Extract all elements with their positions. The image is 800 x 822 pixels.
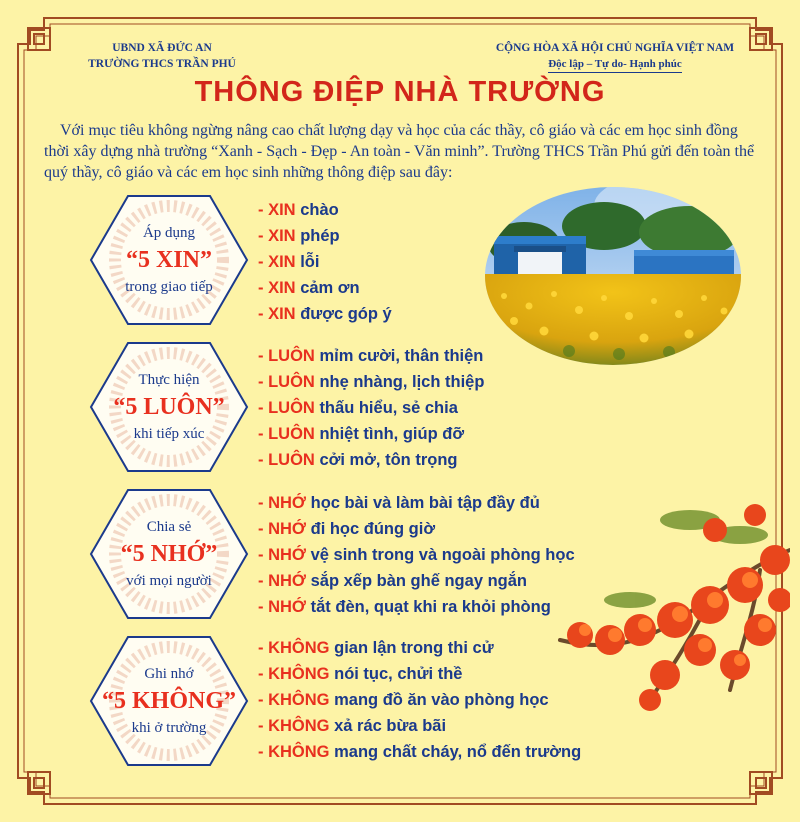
list-item: - LUÔN nhẹ nhàng, lịch thiệp xyxy=(258,373,485,391)
hexagon-5-khong xyxy=(88,634,250,768)
list-item: - KHÔNG gian lận trong thi cử xyxy=(258,639,494,657)
keyword: NHỚ xyxy=(268,546,307,564)
hexagon-heading: “5 LUÔN” xyxy=(113,394,225,420)
hexagon-heading: “5 NHỚ” xyxy=(120,541,218,567)
keyword: NHỚ xyxy=(268,572,307,590)
list-item: - XIN cảm ơn xyxy=(258,279,360,297)
keyword: LUÔN xyxy=(268,399,315,417)
list-item: - LUÔN thấu hiểu, sẻ chia xyxy=(258,399,458,417)
list-item: - XIN lỗi xyxy=(258,253,320,271)
list-5-luon xyxy=(258,343,484,473)
list-item: - XIN phép xyxy=(258,227,340,245)
intro-paragraph: Với mục tiêu không ngừng nâng cao chất lượng dạy và học của các thầy, cô giáo và các em học sinh đồng thời xây dựng nhà trường “Xanh - Sạch - Đẹp - An toàn - Văn minh”. Trường THCS Trần Phú gửi đến toàn thể quý thầy, cô giáo và các em học sinh những thông điệp sau đây: xyxy=(44,122,755,181)
hexagon-5-nho xyxy=(88,487,250,621)
list-item: - KHÔNG nói tục, chửi thề xyxy=(258,665,463,683)
hexagon-5-luon xyxy=(88,340,250,474)
hexagon-5-xin xyxy=(88,193,250,327)
keyword: KHÔNG xyxy=(268,691,330,709)
keyword: LUÔN xyxy=(268,451,315,469)
hexagon-line1: Ghi nhớ xyxy=(144,666,194,682)
keyword: LUÔN xyxy=(268,347,315,365)
hexagon-heading: “5 KHÔNG” xyxy=(101,688,236,714)
hexagon-line1: Chia sẻ xyxy=(146,519,192,535)
list-item: - XIN chào xyxy=(258,201,339,219)
keyword: XIN xyxy=(268,253,296,271)
school-photo xyxy=(484,186,742,366)
keyword: XIN xyxy=(268,305,296,323)
keyword: LUÔN xyxy=(268,425,315,443)
flower-branch-image xyxy=(540,490,790,720)
hexagon-line3: trong giao tiếp xyxy=(125,279,213,295)
list-item: - XIN được góp ý xyxy=(258,305,392,323)
list-item: - NHỚ sắp xếp bàn ghế ngay ngắn xyxy=(258,572,527,590)
keyword: KHÔNG xyxy=(268,743,330,761)
list-item: - LUÔN mỉm cười, thân thiện xyxy=(258,347,484,365)
list-item: - LUÔN nhiệt tình, giúp đỡ xyxy=(258,425,465,443)
country-name: CỘNG HÒA XÃ HỘI CHỦ NGHĨA VIỆT NAM xyxy=(495,42,735,54)
keyword: NHỚ xyxy=(268,598,307,616)
keyword: LUÔN xyxy=(268,373,315,391)
list-item: - KHÔNG mang đồ ăn vào phòng học xyxy=(258,691,549,709)
keyword: XIN xyxy=(268,279,296,297)
hexagon-line1: Áp dụng xyxy=(142,225,196,241)
list-item: - KHÔNG mang chất cháy, nổ đến trường xyxy=(258,743,582,761)
list-item: - NHỚ vệ sinh trong và ngoài phòng học xyxy=(258,546,575,564)
header-left xyxy=(62,40,262,72)
keyword: NHỚ xyxy=(268,494,307,512)
list-item: - KHÔNG xả rác bừa bãi xyxy=(258,717,447,735)
hexagon-line1: Thực hiện xyxy=(138,372,200,388)
poster-title: THÔNG ĐIỆP NHÀ TRƯỜNG xyxy=(194,76,606,108)
list-5-nho xyxy=(258,490,575,620)
keyword: XIN xyxy=(268,227,296,245)
hexagon-heading: “5 XIN” xyxy=(125,247,212,273)
national-motto: Độc lập – Tự do- Hạnh phúc xyxy=(548,56,682,73)
keyword: KHÔNG xyxy=(268,717,330,735)
keyword: NHỚ xyxy=(268,520,307,538)
keyword: KHÔNG xyxy=(268,665,330,683)
hexagon-line3: với mọi người xyxy=(126,573,212,589)
list-5-khong xyxy=(258,635,581,765)
district-name: UBND XÃ ĐỨC AN xyxy=(112,42,212,54)
list-item: - NHỚ đi học đúng giờ xyxy=(258,520,436,538)
hexagon-line3: khi tiếp xúc xyxy=(133,426,205,442)
header-right xyxy=(470,40,760,73)
list-item: - NHỚ học bài và làm bài tập đầy đủ xyxy=(258,494,540,512)
list-5-xin xyxy=(258,197,392,327)
list-item: - LUÔN cởi mở, tôn trọng xyxy=(258,451,458,469)
keyword: XIN xyxy=(268,201,296,219)
list-item: - NHỚ tắt đèn, quạt khi ra khỏi phòng xyxy=(258,598,551,616)
hexagon-line3: khi ở trường xyxy=(131,720,207,736)
keyword: KHÔNG xyxy=(268,639,330,657)
school-name: TRƯỜNG THCS TRẦN PHÚ xyxy=(88,58,236,70)
